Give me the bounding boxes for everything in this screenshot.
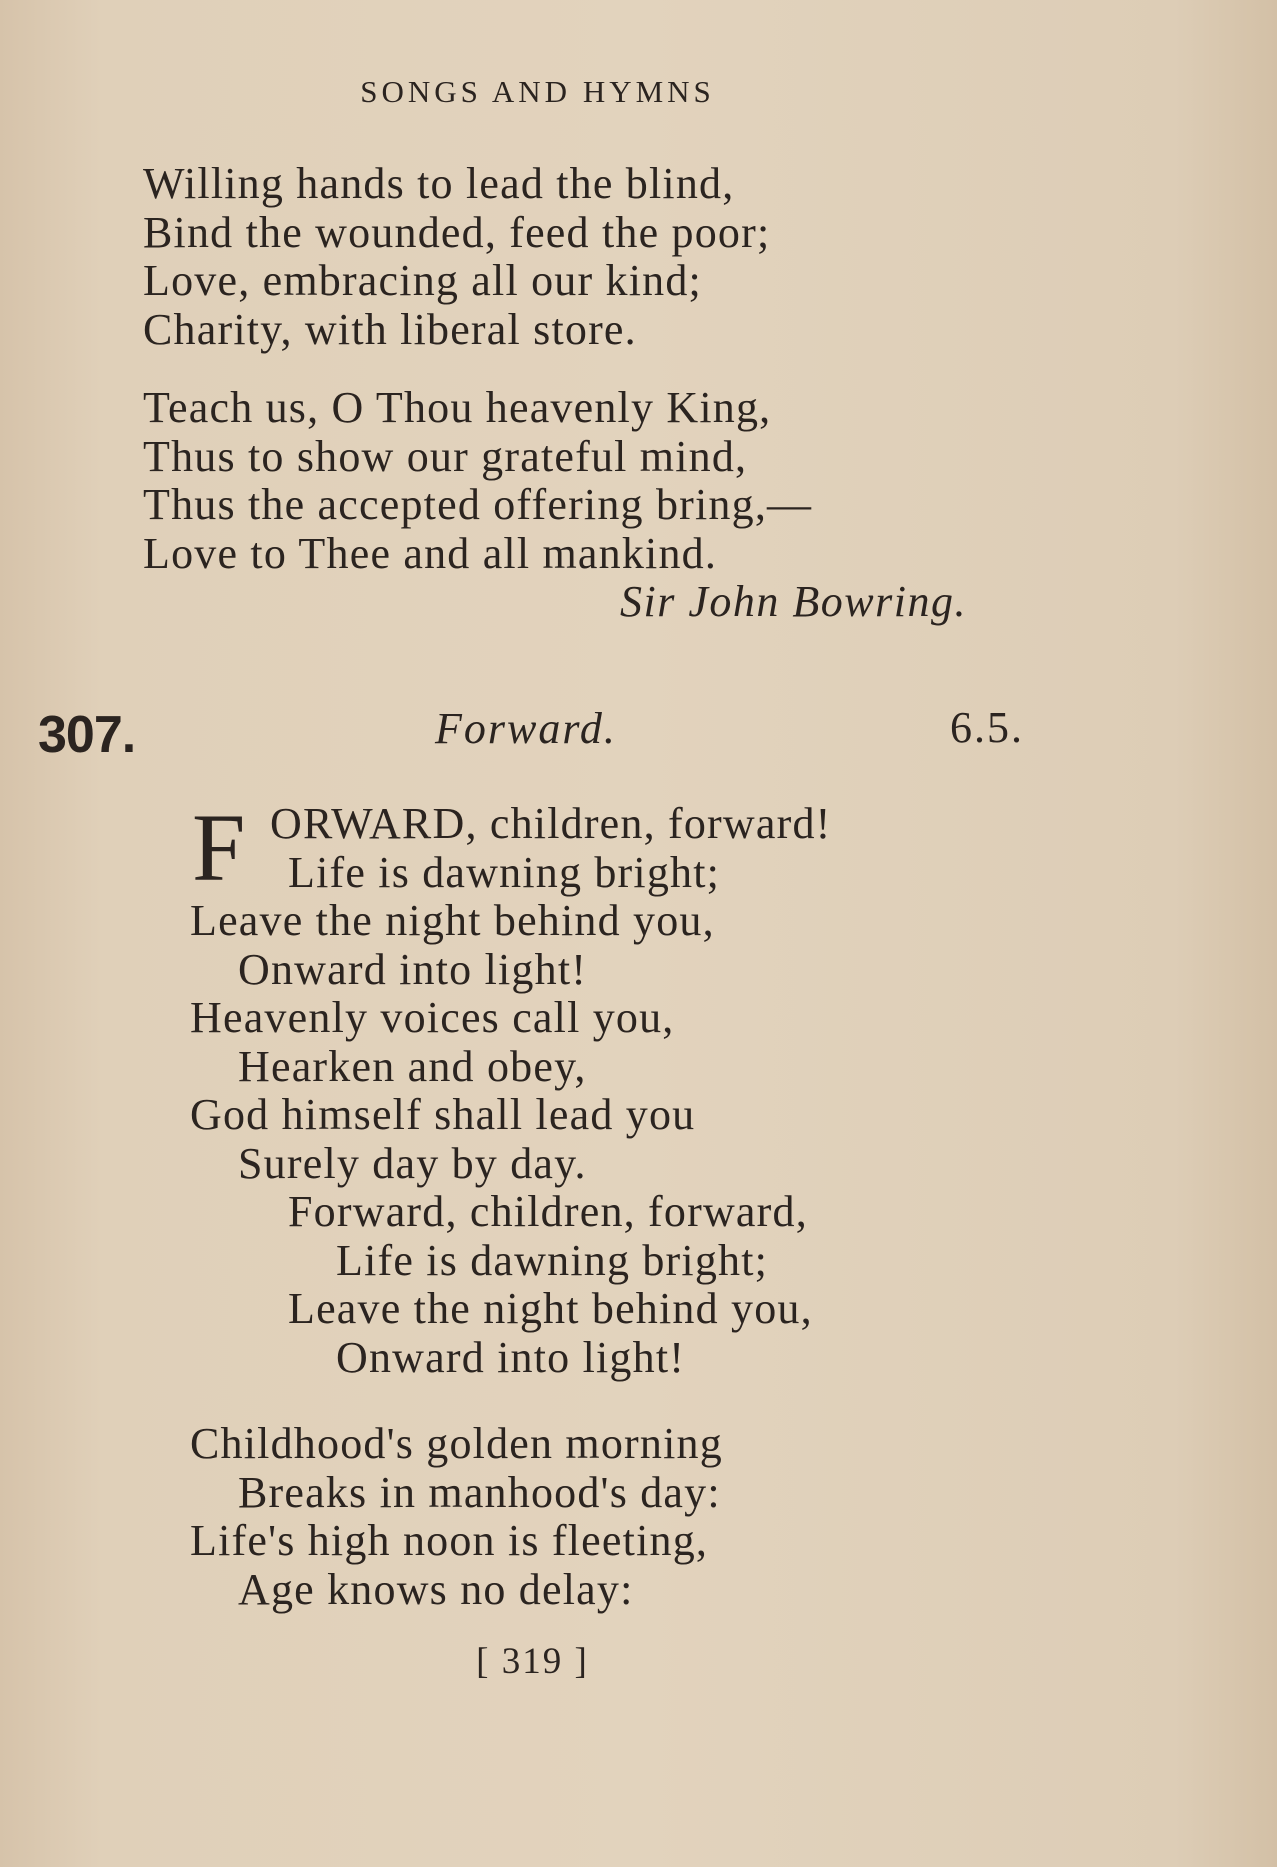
- refrain-line: Forward, children, forward,: [288, 1187, 808, 1236]
- poem-line: Life's high noon is fleeting,: [190, 1516, 709, 1565]
- refrain-line: Life is dawning bright;: [336, 1235, 769, 1285]
- poem-line: Thus to show our grateful mind,: [143, 431, 748, 481]
- running-head: SONGS AND HYMNS: [360, 74, 715, 109]
- poem-line: Bind the wounded, feed the poor;: [143, 207, 771, 257]
- poem-line: Thus the accepted offering bring,—: [143, 480, 813, 529]
- author-attribution: Sir John Bowring.: [620, 577, 967, 626]
- poem-line: Teach us, O Thou heavenly King,: [143, 383, 772, 432]
- poem-line: Hearken and obey,: [238, 1041, 587, 1091]
- verse: [190, 794, 832, 1382]
- poem-line: Life is dawning bright;: [288, 847, 721, 897]
- stanza: [143, 160, 770, 354]
- poem-line: God himself shall lead you: [190, 1090, 696, 1139]
- poem-line: Breaks in manhood's day:: [238, 1467, 721, 1517]
- poem-line: Surely day by day.: [238, 1138, 587, 1188]
- stanza: [143, 384, 812, 578]
- refrain-line: Onward into light!: [336, 1332, 686, 1382]
- page-number: [ 319 ]: [476, 1641, 589, 1682]
- poem-line: Love to Thee and all mankind.: [143, 528, 718, 578]
- hymn-title: Forward.: [435, 704, 617, 753]
- drop-cap: F: [192, 794, 247, 901]
- poem-line: Love, embracing all our kind;: [143, 256, 702, 305]
- refrain-line: Leave the night behind you,: [288, 1284, 813, 1333]
- verse: [190, 1420, 723, 1614]
- poem-line: Willing hands to lead the blind,: [143, 159, 735, 208]
- poem-line: Childhood's golden morning: [190, 1419, 723, 1468]
- poem-line: Charity, with liberal store.: [143, 304, 637, 354]
- poem-line: Leave the night behind you,: [190, 896, 715, 945]
- hymn-number: 307.: [38, 706, 136, 764]
- hymn-meter: 6.5.: [950, 703, 1024, 752]
- poem-line: Heavenly voices call you,: [190, 993, 675, 1042]
- poem-line-text: ORWARD, children, forward!: [270, 799, 832, 848]
- poem-line: Onward into light!: [238, 944, 588, 994]
- poem-line: Age knows no delay:: [238, 1564, 634, 1614]
